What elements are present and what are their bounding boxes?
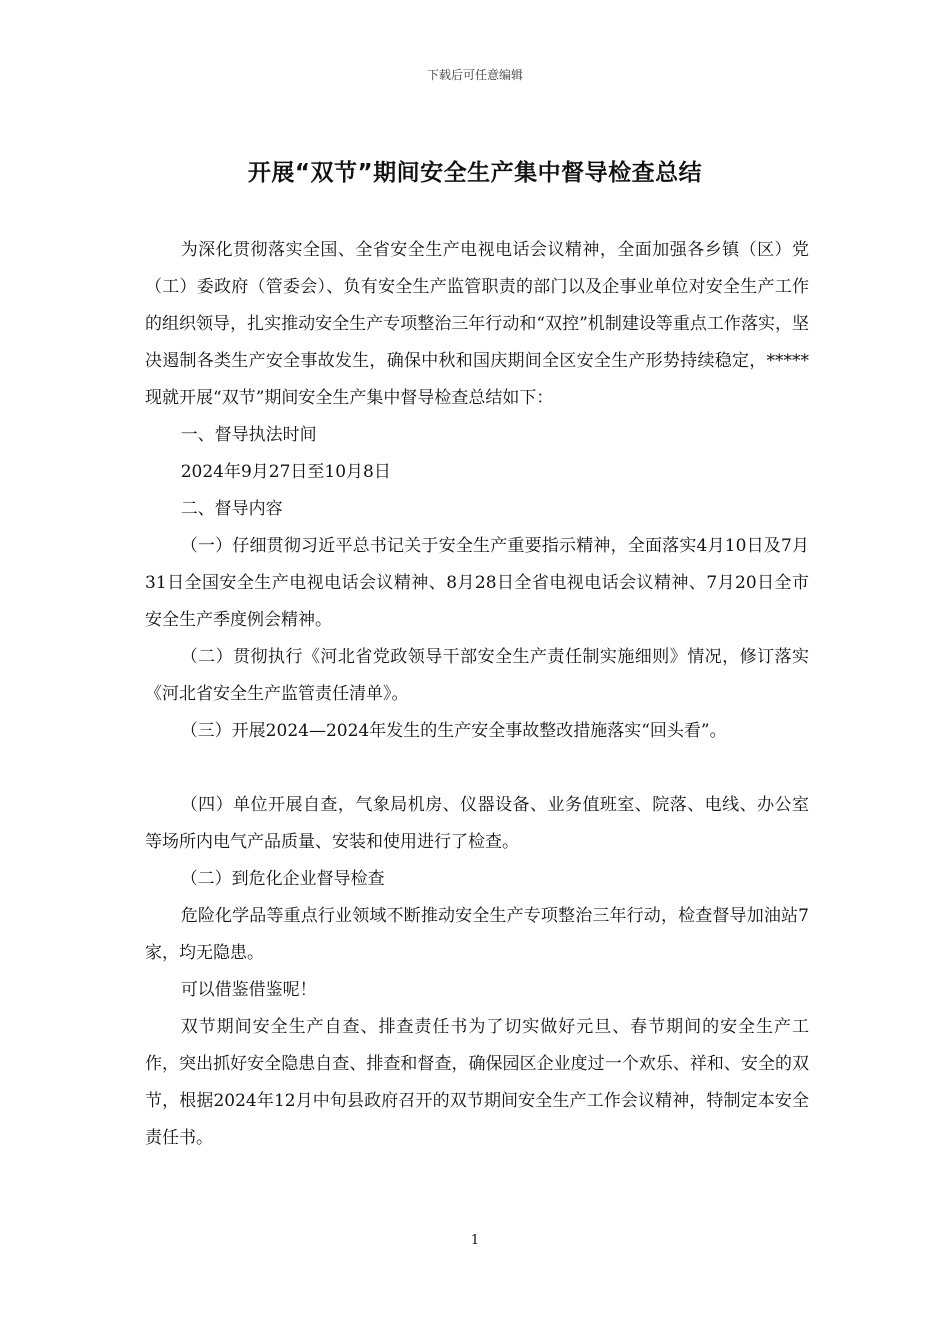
subsection-hazchem: （二）到危化企业督导检查 — [180, 869, 385, 889]
document-title: 开展“双节”期间安全生产集中督导检查总结 — [247, 160, 703, 186]
intro-paragraph: 为深化贯彻落实全国、全省安全生产电视电话会议精神，全面加强各乡镇（区）党（工）委政府（管委会）、负有安全生产监管职责的部门以及企事业单位对安全生产工作的组织领导，扎实推动安全生产专项整治三年行动和“双控”机制建设等重点工作落实，坚决遏制各类生产安全事故发生，确保中秋和国庆期间全区安全生产形势持续稳定，*****现就开展“双节”期间安全生产集中督导检查总结如下： — [145, 240, 809, 408]
content-item-3: （三）开展2024—2024年发生的生产安全事故整改措施落实“回头看”。 — [180, 721, 727, 741]
responsibility-paragraph: 双节期间安全生产自查、排查责任书为了切实做好元旦、春节期间的安全生产工作，突出抓好安全隐患自查、排查和督查，确保园区企业度过一个欢乐、祥和、安全的双节，根据2024年12月中旬县政府召开的双节期间安全生产工作会议精神，特制定本安全责任书。 — [145, 1017, 809, 1148]
content-item-4: （四）单位开展自查，气象局机房、仪器设备、业务值班室、院落、电线、办公室等场所内电气产品质量、安装和使用进行了检查。 — [145, 795, 809, 852]
page-number: 1 — [470, 1233, 480, 1248]
header-note: 下载后可任意编辑 — [426, 68, 523, 82]
section-heading-time: 一、督导执法时间 — [180, 425, 317, 445]
section-heading-content: 二、督导内容 — [180, 499, 283, 519]
reference-note: 可以借鉴借鉴呢！ — [180, 980, 317, 1000]
hazchem-paragraph: 危险化学品等重点行业领域不断推动安全生产专项整治三年行动，检查督导加油站7家，均无隐患。 — [145, 906, 809, 963]
document-body — [145, 232, 809, 1157]
content-item-2: （二）贯彻执行《河北省党政领导干部安全生产责任制实施细则》情况，修订落实《河北省安全生产监管责任清单》。 — [145, 647, 809, 704]
supervision-period: 2024年9月27日至10月8日 — [180, 462, 391, 482]
content-item-1: （一）仔细贯彻习近平总书记关于安全生产重要指示精神，全面落实4月10日及7月31日全国安全生产电视电话会议精神、8月28日全省电视电话会议精神、7月20日全市安全生产季度例会精神。 — [145, 536, 809, 630]
